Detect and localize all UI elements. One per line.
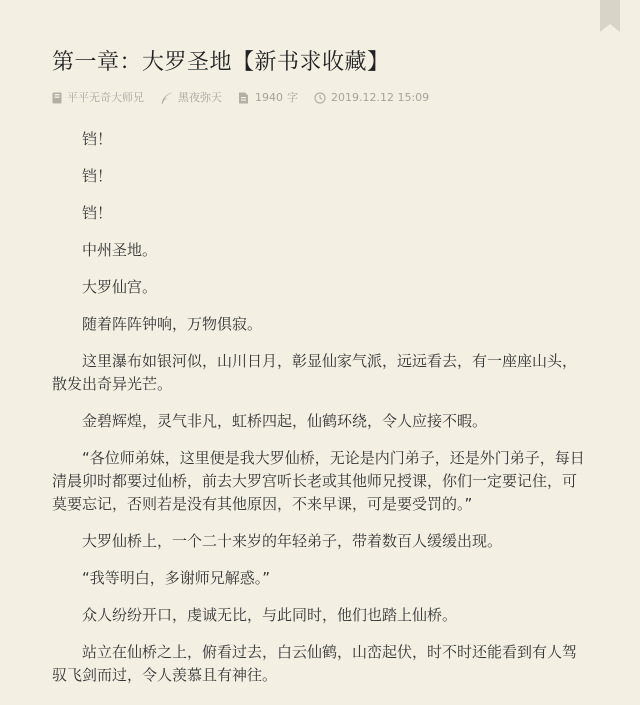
document-icon	[238, 92, 250, 104]
article-body	[52, 128, 588, 687]
paragraph: 铛！	[82, 204, 113, 222]
paragraph: 站立在仙桥之上，俯看过去，白云仙鹤，山峦起伏，时不时还能看到有人驾驭飞剑而过，令人羡慕且有神往。	[52, 643, 578, 684]
paragraph: 铛！	[82, 167, 113, 185]
paragraph: 大罗仙桥上，一个二十来岁的年轻弟子，带着数百人缓缓出现。	[82, 532, 503, 550]
meta-style	[160, 90, 222, 106]
word-unit: 字	[287, 91, 298, 104]
article-meta	[52, 90, 588, 106]
author-name: 平平无奇大师兄	[67, 91, 144, 104]
paragraph: 金碧辉煌，灵气非凡，虹桥四起，仙鹤环绕，令人应接不暇。	[82, 412, 488, 430]
book-icon	[52, 92, 62, 104]
style-name: 黑夜弥天	[178, 91, 222, 104]
word-count: 1940	[255, 91, 283, 104]
publish-date: 2019.12.12 15:09	[331, 91, 430, 104]
meta-word-count	[238, 90, 298, 106]
paragraph: 众人纷纷开口，虔诚无比，与此同时，他们也踏上仙桥。	[82, 606, 458, 624]
meta-date	[314, 90, 429, 106]
paragraph: 这里瀑布如银河似，山川日月，彰显仙家气派，远远看去，有一座座山头，散发出奇异光芒。	[52, 352, 578, 393]
feather-pen-icon	[160, 92, 173, 105]
paragraph: “我等明白，多谢师兄解惑。”	[82, 569, 271, 587]
meta-author[interactable]	[52, 90, 144, 106]
chapter-title: 第一章：大罗圣地【新书求收藏】	[52, 50, 390, 75]
paragraph: 大罗仙宫。	[82, 278, 158, 296]
paragraph: 铛！	[82, 130, 113, 148]
clock-icon	[314, 92, 326, 104]
paragraph: 中州圣地。	[82, 241, 158, 259]
paragraph: 随着阵阵钟响，万物俱寂。	[82, 315, 263, 333]
paragraph: “各位师弟妹，这里便是我大罗仙桥，无论是内门弟子，还是外门弟子，每日清晨卯时都要过仙桥，前去大罗宫听长老或其他师兄授课，你们一定要记住，可莫要忘记，否则若是没有其他原因，不来早课，可是要受罚的。”	[52, 449, 585, 513]
